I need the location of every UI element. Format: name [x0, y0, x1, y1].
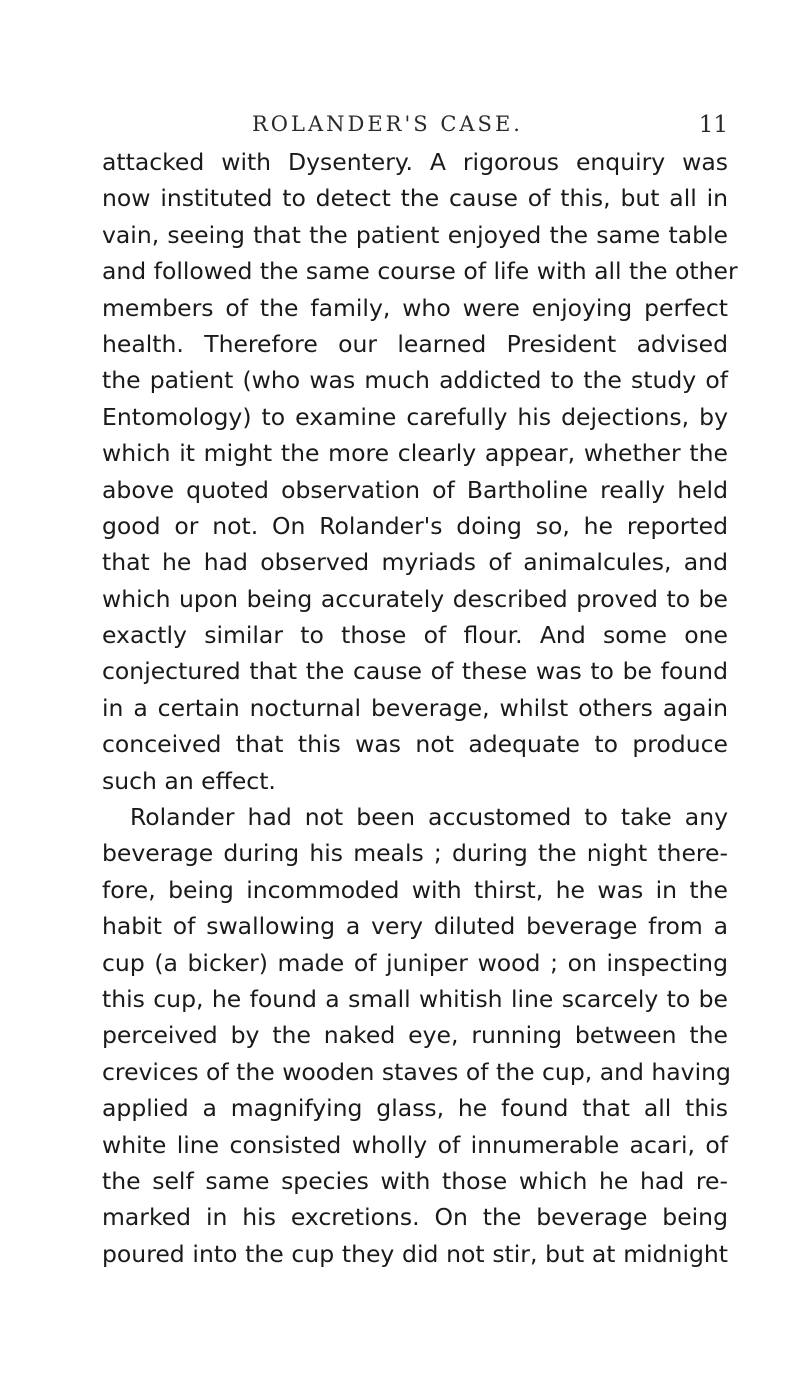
text-line: habit of swallowing a very diluted beverage from a	[102, 912, 728, 941]
text-line: Rolander had not been accustomed to take any	[130, 803, 728, 832]
text-line: which upon being accurately described proved to be	[102, 584, 728, 613]
running-head	[100, 112, 728, 146]
text-line: which it might the more clearly appear, whether the	[102, 439, 728, 468]
text-line: attacked with Dysentery. A rigorous enquiry was	[102, 148, 728, 176]
text-line: and followed the same course of life with all the other	[102, 257, 738, 286]
text-line: above quoted observation of Bartholine really held	[102, 475, 728, 504]
text-line: cup (a bicker) made of juniper wood ; on inspecting	[102, 948, 728, 977]
text-line: in a certain nocturnal beverage, whilst others again	[102, 693, 728, 722]
text-line: conceived that this was not adequate to produce	[102, 730, 728, 759]
text-line: such an effect.	[102, 766, 276, 795]
text-line: the patient (who was much addicted to the study of	[102, 366, 728, 395]
text-line: poured into the cup they did not stir, but at midnight	[102, 1239, 728, 1268]
text-line: fore, being incommoded with thirst, he was in the	[102, 875, 728, 904]
text-line: good or not. On Rolander's doing so, he reported	[102, 511, 728, 540]
text-line: that he had observed myriads of animalcules, and	[102, 548, 728, 577]
text-line: perceived by the naked eye, running between the	[102, 1021, 728, 1050]
text-line: this cup, he found a small whitish line scarcely to be	[102, 984, 728, 1013]
text-line: white line consisted wholly of innumerable acari, of	[102, 1130, 728, 1159]
text-line: crevices of the wooden staves of the cup, and having	[102, 1057, 731, 1086]
text-line: vain, seeing that the patient enjoyed the same table	[102, 220, 728, 249]
text-line: the self same species with those which he had re-	[102, 1166, 728, 1195]
text-line: marked in his excretions. On the beverage being	[102, 1203, 728, 1232]
text-line: applied a magnifying glass, he found that all this	[102, 1094, 728, 1123]
text-line: exactly similar to those of flour. And some one	[102, 621, 728, 650]
text-line: Entomology) to examine carefully his dejections, by	[102, 402, 728, 431]
text-line: beverage during his meals ; during the night there-	[102, 839, 728, 868]
text-line: health. Therefore our learned President advised	[102, 329, 728, 358]
text-line: now instituted to detect the cause of this, but all in	[102, 184, 728, 213]
running-title: ROLANDER'S CASE.	[252, 112, 523, 136]
text-line: members of the family, who were enjoying perfect	[102, 293, 728, 322]
page-number: 11	[698, 112, 728, 138]
body-text	[102, 144, 738, 1272]
text-line: conjectured that the cause of these was to be found	[102, 657, 728, 686]
